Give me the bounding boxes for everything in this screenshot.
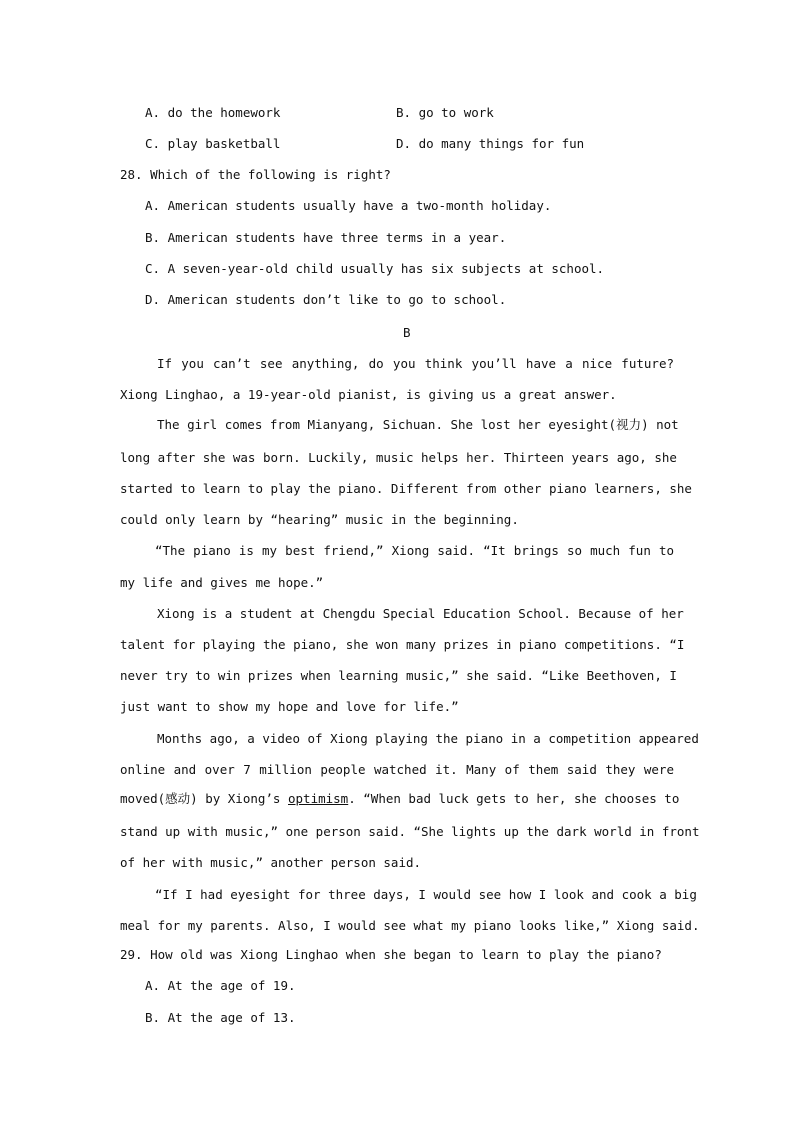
q29-option-a: A. At the age of 19. (145, 978, 296, 993)
paragraph-line: could only learn by “hearing” music in the beginning. (120, 512, 519, 527)
paragraph-line: just want to show my hope and love for life.” (120, 699, 459, 714)
q28-option-d: D. American students don’t like to go to school. (145, 292, 507, 307)
paragraph-line: Months ago, a video of Xiong playing the piano in a competition appeared (157, 731, 699, 746)
paragraph-line: “If I had eyesight for three days, I would see how I look and cook a big (155, 887, 697, 902)
paragraph-line: started to learn to play the piano. Different from other piano learners, she (120, 481, 692, 496)
q28-option-c: C. A seven-year-old child usually has six subjects at school. (145, 261, 605, 276)
q28-option-b: B. American students have three terms in a year. (145, 230, 507, 245)
paragraph-line: Xiong is a student at Chengdu Special Education School. Because of her (157, 606, 684, 621)
line-segment: moved(感动) by Xiong’s optimism. “When bad luck gets to her, she chooses to (120, 791, 680, 806)
paragraph-line (120, 791, 680, 807)
q28-question: 28. Which of the following is right? (120, 167, 391, 182)
paragraph-line: long after she was born. Luckily, music helps her. Thirteen years ago, she (120, 450, 677, 465)
q29-question: 29. How old was Xiong Linghao when she began to learn to play the piano? (120, 947, 662, 962)
paragraph-line: The girl comes from Mianyang, Sichuan. She lost her eyesight(视力) not (157, 417, 679, 432)
q27-option-c: C. play basketball (145, 136, 281, 151)
q27-option-b: B. go to work (396, 105, 494, 120)
q27-option-a: A. do the homework (145, 105, 281, 120)
paragraph-line: my life and gives me hope.” (120, 575, 324, 590)
q28-option-a: A. American students usually have a two-month holiday. (145, 198, 552, 213)
paragraph-line: of her with music,” another person said. (120, 855, 422, 870)
paragraph-line: talent for playing the piano, she won many prizes in piano competitions. “I (120, 637, 685, 652)
paragraph-line: never try to win prizes when learning music,” she said. “Like Beethoven, I (120, 668, 677, 683)
section-label: B (403, 325, 411, 340)
paragraph-line: If you can’t see anything, do you think you’ll have a nice future? (157, 356, 674, 371)
underlined-word: optimism (288, 791, 349, 806)
paragraph-line: meal for my parents. Also, I would see what my piano looks like,” Xiong said. (120, 918, 700, 933)
paragraph-line: online and over 7 million people watched it. Many of them said they were (120, 762, 674, 777)
q27-option-d: D. do many things for fun (396, 136, 585, 151)
q29-option-b: B. At the age of 13. (145, 1010, 296, 1025)
paragraph-line: “The piano is my best friend,” Xiong said. “It brings so much fun to (155, 543, 674, 558)
paragraph-line: Xiong Linghao, a 19-year-old pianist, is giving us a great answer. (120, 387, 617, 402)
paragraph-line: stand up with music,” one person said. “She lights up the dark world in front (120, 824, 700, 839)
